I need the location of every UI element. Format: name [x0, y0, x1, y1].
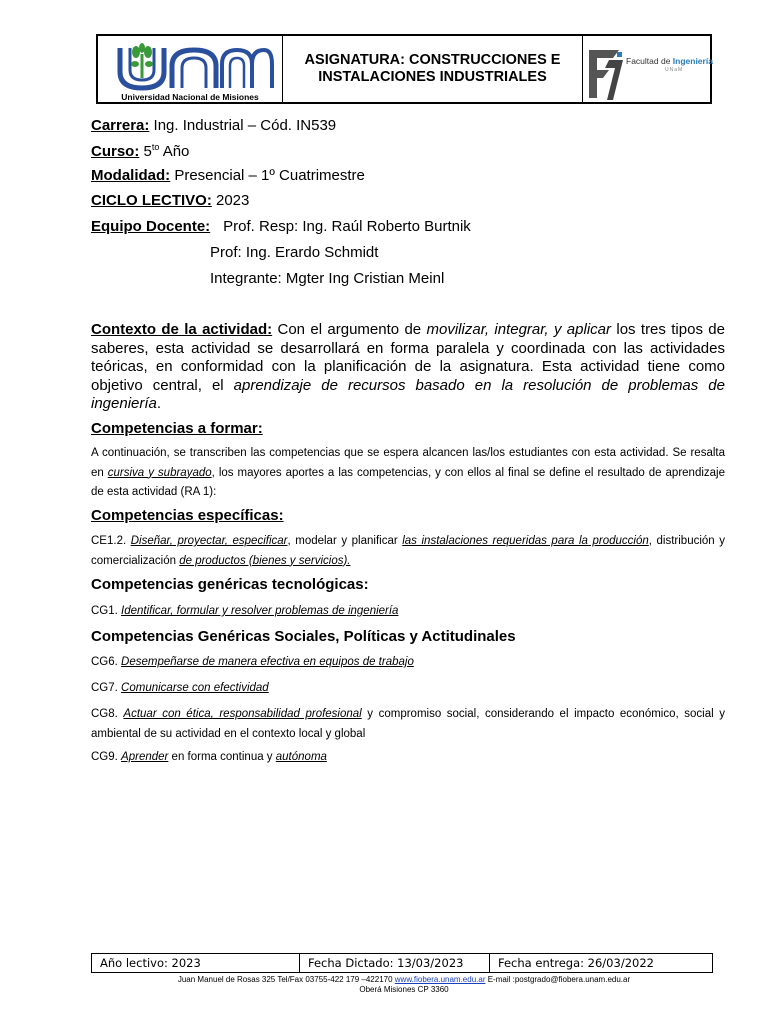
header-table	[96, 34, 712, 104]
faculty-sub: UNaM	[665, 67, 684, 73]
footer-web-link[interactable]: www.fiobera.unam.edu.ar	[394, 975, 486, 984]
curso-sup: to	[151, 142, 160, 152]
cg1-line	[91, 602, 725, 622]
modalidad-label: Modalidad:	[91, 167, 171, 184]
curso-value: 5	[139, 143, 152, 160]
contexto-text-3: .	[156, 395, 162, 412]
footer-fecha-dictado: Fecha Dictado: 13/03/2023	[300, 954, 490, 972]
unam-logo-cell	[98, 36, 283, 102]
footer-address-text: Juan Manuel de Rosas 325 Tel/Fax 03755-422 179 –422170	[177, 975, 395, 984]
equipo-label: Equipo Docente:	[91, 218, 211, 235]
ciclo-line	[91, 192, 249, 209]
ce12-italic-1: Diseñar, proyectar, especificar	[130, 535, 288, 547]
ciclo-value: 2023	[211, 192, 250, 209]
faculty-prefix: Facultad de	[626, 56, 673, 66]
carrera-line	[91, 117, 336, 134]
competencias-title: Competencias a formar:	[91, 420, 263, 437]
cg6-text: Desempeñarse de manera efectiva en equipos de trabajo	[121, 656, 414, 668]
faculty-name	[626, 56, 713, 66]
faculty-logo-icon	[583, 46, 710, 102]
footer-city: Oberá Misiones CP 3360	[359, 985, 449, 994]
carrera-value: Ing. Industrial – Cód. IN539	[149, 117, 337, 134]
footer-address	[96, 975, 712, 985]
cg9-code: CG9.	[91, 751, 122, 763]
cg9-text: en forma continua y	[168, 751, 276, 763]
footer-email: E-mail :postgrado@fiobera.unam.edu.ar	[485, 975, 631, 984]
integrante-line: Integrante: Mgter Ing Cristian Meinl	[210, 270, 445, 287]
cg9-italic-2: autónoma	[275, 751, 327, 763]
modalidad-line	[91, 167, 365, 184]
contexto-paragraph	[91, 321, 725, 414]
ce12-paragraph	[91, 532, 725, 571]
cg6-code: CG6.	[91, 656, 122, 668]
cg7-line	[91, 679, 725, 699]
contexto-text-2: los tres tipos de saberes, esta actividad se desarrollará en forma paralela y coordinada con las actividades teóricas, en conformidad con la planificación de la asignatura. Esta actividad tiene como objetivo central, el	[91, 321, 725, 394]
cg1-text: Identificar, formular y resolver problemas de ingeniería	[121, 605, 399, 617]
competencias-text-2: , los mayores aportes a las competencias, y con ellos al final se define el resultado de aprendizaje de esta actividad (RA 1):	[91, 466, 725, 498]
faculty-logo-cell	[583, 36, 713, 102]
cg9-italic-1: Aprender	[121, 751, 169, 763]
university-name: Universidad Nacional de Misiones	[121, 92, 259, 102]
footer-anio: Año lectivo: 2023	[92, 954, 300, 972]
ciclo-label: CICLO LECTIVO:	[91, 192, 212, 209]
genericas-tec-title: Competencias genéricas tecnológicas:	[91, 576, 369, 593]
cg7-code: CG7.	[91, 682, 122, 694]
prof-line: Prof: Ing. Erardo Schmidt	[210, 244, 379, 261]
unam-logo-icon	[106, 42, 274, 92]
footer-table	[91, 953, 713, 973]
competencias-paragraph	[91, 444, 725, 503]
faculty-name-bold: Ingeniería	[672, 56, 713, 66]
ce12-code: CE1.2.	[91, 535, 131, 547]
cg1-code: CG1.	[91, 605, 122, 617]
equipo-line	[91, 218, 471, 235]
genericas-soc-title: Competencias Genéricas Sociales, Políticas y Actitudinales	[91, 628, 516, 645]
ce12-italic-3: de productos (bienes y servicios).	[179, 554, 351, 567]
contexto-label: Contexto de la actividad:	[91, 321, 273, 338]
subject-title-line1: ASIGNATURA: CONSTRUCCIONES E	[304, 52, 561, 68]
footer-fecha-entrega: Fecha entrega: 26/03/2022	[498, 956, 654, 970]
contexto-italic-2: aprendizaje de recursos basado en la resolución de problemas de ingeniería	[91, 376, 725, 412]
ce12-italic-2: las instalaciones requeridas para la producción	[402, 535, 649, 547]
cg7-text: Comunicarse con efectividad	[121, 682, 269, 694]
equipo-value: Prof. Resp: Ing. Raúl Roberto Burtnik	[223, 218, 471, 235]
cg8-paragraph	[91, 705, 725, 744]
contexto-text-1: Con el argumento de	[272, 321, 427, 338]
cg9-line	[91, 748, 725, 768]
subject-title	[283, 36, 583, 102]
competencias-text-1: A continuación, se transcriben las competencias que se espera alcancen las/los estudiantes con esta actividad. Se resalta en	[91, 447, 725, 479]
ce12-text-1: , modelar y planificar	[287, 535, 403, 547]
curso-label: Curso:	[91, 143, 140, 160]
cg6-line	[91, 653, 725, 673]
cg8-code: CG8.	[91, 708, 124, 720]
subject-title-line2: INSTALACIONES INDUSTRIALES	[318, 69, 547, 85]
contexto-italic-1: movilizar, integrar, y aplicar	[426, 321, 611, 338]
carrera-label: Carrera:	[91, 117, 150, 134]
cg8-italic: Actuar con ética, responsabilidad profesional	[123, 708, 362, 720]
competencias-italic: cursiva y subrayado	[107, 466, 212, 479]
cg8-text: y compromiso social, considerando el impacto económico, social y ambiental de su actividad en el contexto local y global	[91, 708, 725, 740]
especificas-title: Competencias específicas:	[91, 507, 284, 524]
curso-rest: Año	[159, 143, 190, 160]
modalidad-value: Presencial – 1º Cuatrimestre	[170, 167, 365, 184]
ce12-text-2: , distribución y comercialización	[91, 535, 725, 567]
curso-line	[91, 142, 189, 160]
